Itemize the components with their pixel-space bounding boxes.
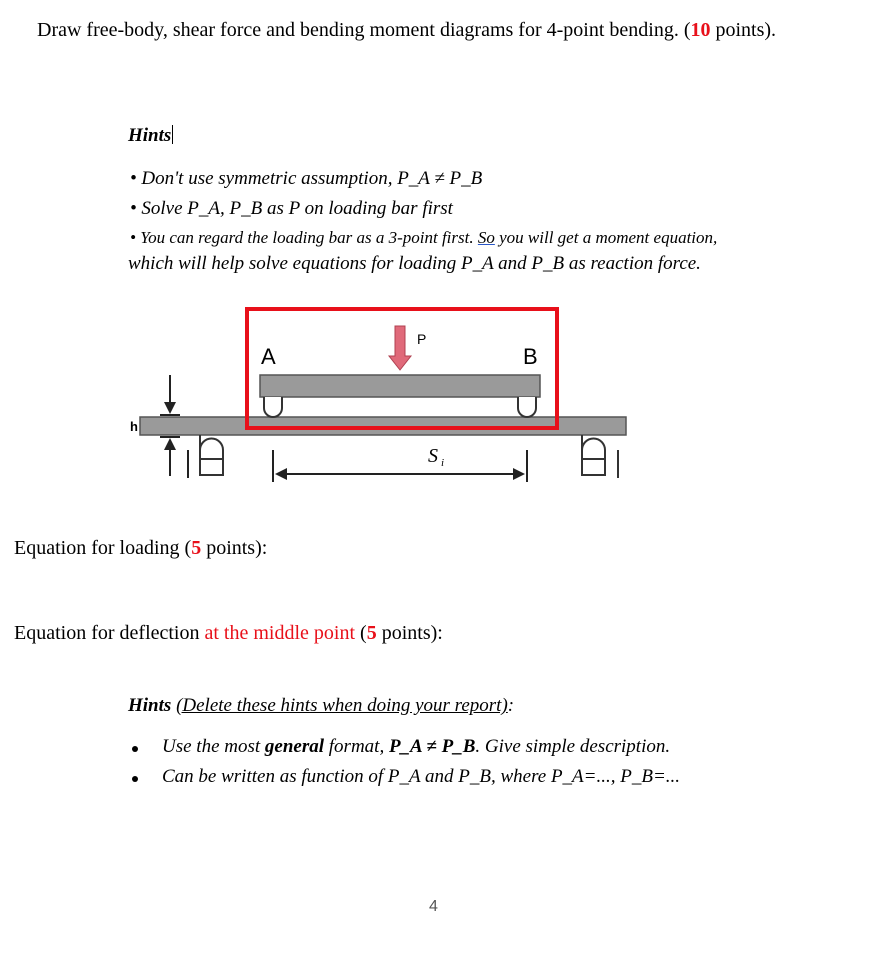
report-hint-1-mid: format,: [324, 736, 389, 757]
hint-item-1: • Don't use symmetric assumption, P_A ≠ P_B: [130, 168, 483, 189]
report-hints-title: Hints: [128, 695, 172, 716]
deflection-points: 5: [366, 622, 377, 644]
h-arrow-top-head: [164, 402, 176, 414]
loading-nose-b: [518, 397, 536, 417]
deflection-suffix: points):: [376, 622, 443, 644]
text-cursor: [172, 125, 173, 144]
title-suffix: points).: [710, 19, 777, 41]
load-arrow: [389, 326, 411, 370]
loading-label: Equation for loading (: [14, 537, 192, 559]
report-hint-1-text: Use the most: [162, 736, 265, 757]
deflection-label: Equation for deflection: [14, 622, 205, 644]
report-hints-heading: [128, 695, 514, 717]
deflection-paren: (: [355, 622, 367, 644]
loading-bar: [260, 375, 540, 397]
title-points: 10: [690, 19, 711, 41]
title-text: Draw free-body, shear force and bending moment diagrams for 4-point bending. (: [37, 19, 691, 41]
loading-suffix: points):: [201, 537, 268, 559]
hint-item-2: • Solve P_A, P_B as P on loading bar first: [130, 198, 453, 219]
hint-item-3-text: • You can regard the loading bar as a 3-point first.: [130, 228, 478, 247]
equation-loading: [14, 537, 267, 560]
support-right: [582, 435, 605, 475]
deflection-middle-point: at the middle point: [204, 622, 356, 644]
question-title: [37, 19, 776, 42]
report-hint-2: Can be written as function of P_A and P_B, where P_A=..., P_B=...: [162, 766, 681, 787]
s-arrow-left: [275, 468, 287, 480]
label-a: A: [261, 344, 276, 369]
bullet-dot-2: [132, 776, 138, 782]
s-arrow-right: [513, 468, 525, 480]
label-s-sub: i: [441, 457, 445, 469]
loading-nose-a: [264, 397, 282, 417]
page-number: 4: [429, 898, 438, 915]
label-s: S: [428, 445, 438, 467]
hint-item-3-line2: which will help solve equations for loading P_A and P_B as reaction force.: [128, 253, 701, 274]
support-left: [200, 435, 223, 475]
hint-item-3-rest: you will get a moment equation,: [494, 228, 718, 247]
label-h: h: [130, 419, 138, 434]
four-point-bending-figure: [130, 300, 640, 500]
label-p: P: [417, 331, 427, 347]
hint-item-3-so: So: [477, 228, 495, 247]
hint-item-3: [130, 228, 717, 248]
hints-heading-text: Hints: [128, 125, 172, 146]
report-hints-colon: :: [507, 695, 515, 716]
report-hint-1-rest: . Give simple description.: [475, 736, 671, 757]
hints-heading: [128, 125, 173, 147]
bullet-dot-1: [132, 746, 138, 752]
label-b: B: [523, 344, 538, 369]
report-hint-1-general: general: [264, 736, 325, 757]
loading-points: 5: [191, 537, 202, 559]
report-hint-1: [162, 736, 670, 758]
report-hint-1-formula: P_A ≠ P_B: [388, 736, 476, 757]
equation-deflection: [14, 622, 443, 645]
report-hints-note: (Delete these hints when doing your report): [176, 695, 508, 716]
